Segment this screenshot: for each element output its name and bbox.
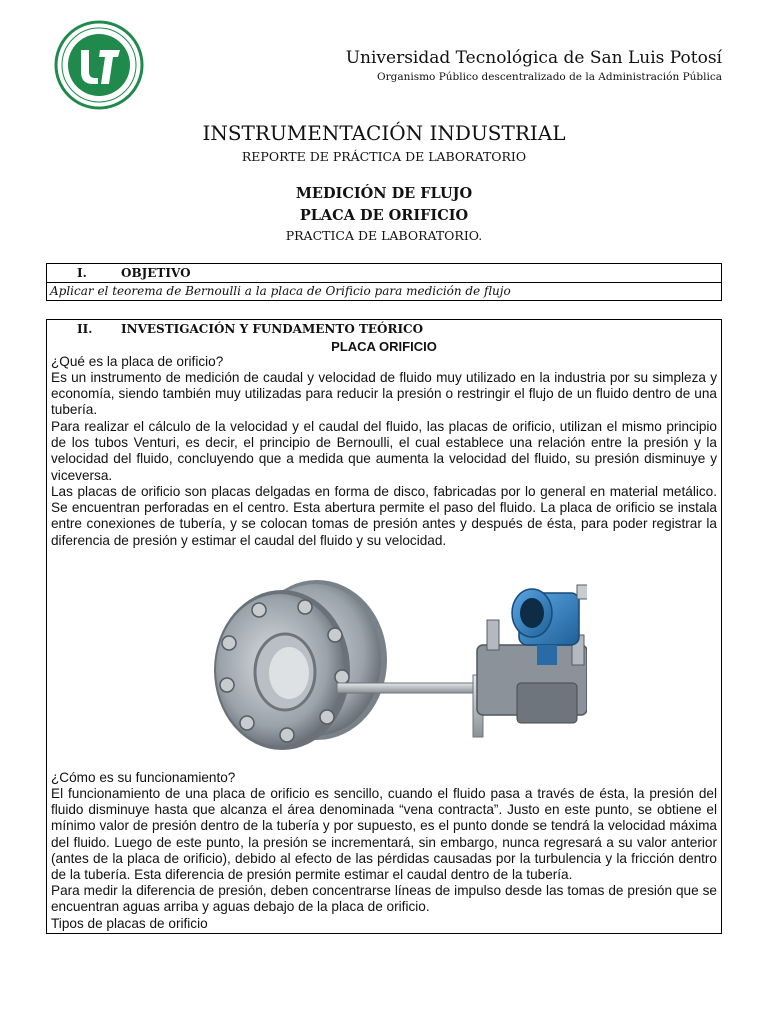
course-title: INSTRUMENTACIÓN INDUSTRIAL (202, 121, 566, 145)
research-section (46, 319, 722, 934)
topic-title-1: MEDICIÓN DE FLUJO (295, 185, 473, 202)
section-number: II. (77, 322, 93, 336)
practice-title: PRACTICA DE LABORATORIO. (285, 228, 483, 243)
paragraph-6: Tipos de placas de orificio (51, 916, 208, 931)
topic-title-2: PLACA DE ORIFICIO (299, 207, 469, 224)
section-label: OBJETIVO (121, 266, 191, 280)
paragraph-5: Para medir la diferencia de presión, deben concentrarse líneas de impulso desde las tomas de presión que se encuentran aguas arriba y aguas debajo de la placa de orificio. (51, 883, 717, 915)
section-label: INVESTIGACIÓN Y FUNDAMENTO TEÓRICO (121, 322, 424, 336)
objective-text: Aplicar el teorema de Bernoulli a la placa de Orificio para medición de flujo (50, 284, 511, 298)
paragraph-4: El funcionamiento de una placa de orificio es sencillo, cuando el fluido pasa a través de ésta, la presión del fluido disminuye hasta que alcanza el área denominada “vena contracta”. Justo en este punto, se obtiene el mínimo valor de presión dentro de la tubería y por supuesto, es el punto donde se tendrá la velocidad máxima del fluido. Luego de este punto, la presión se incrementará, sin embargo, nunca regresará a su valor anterior (antes de la placa de orificio), debido al efecto de las pérdidas causadas por la turbulencia y la fricción dentro de la tubería. Esta diferencia de presión permite estimar el caudal dentro de la tubería. (51, 786, 717, 883)
orifice-plate-image (187, 565, 587, 755)
paragraph-1: Es un instrumento de medición de caudal y velocidad de fluido muy utilizado en la industria por su simpleza y economía, siendo también muy utilizadas para reducir la presión o restringir el flujo de un fluido dentro de una tubería. (51, 370, 717, 418)
paragraph-3: Las placas de orificio son placas delgadas en forma de disco, fabricadas por lo general en material metálico. Se encuentran perforadas en el centro. Esta abertura permite el paso del fluido. La placa de orificio se instala entre conexiones de tubería, y se colocan tomas de presión antes y después de ésta, para poder registrar la diferencia de presión y estimar el caudal del fluido y su velocidad. (51, 484, 717, 548)
section-heading: PLACA ORIFICIO (331, 339, 437, 354)
university-subtitle: Organismo Público descentralizado de la Administración Pública (376, 71, 722, 83)
report-title: REPORTE DE PRÁCTICA DE LABORATORIO (241, 149, 527, 164)
university-name: Universidad Tecnológica de San Luis Potosí (345, 48, 722, 68)
question-1: ¿Qué es la placa de orificio? (51, 354, 224, 369)
section-number: I. (77, 266, 87, 280)
objective-body (46, 282, 722, 301)
university-logo (54, 20, 144, 110)
paragraph-2: Para realizar el cálculo de la velocidad y el caudal del fluido, las placas de orificio, utilizan el mismo principio de los tubos Venturi, es decir, el principio de Bernoulli, el cual establece una relación entre la presión y la velocidad del fluido, concluyendo que a medida que aumenta la velocidad del fluido, su presión disminuye y viceversa. (51, 419, 717, 483)
objective-header (46, 263, 722, 283)
question-2: ¿Cómo es su funcionamiento? (51, 770, 236, 785)
